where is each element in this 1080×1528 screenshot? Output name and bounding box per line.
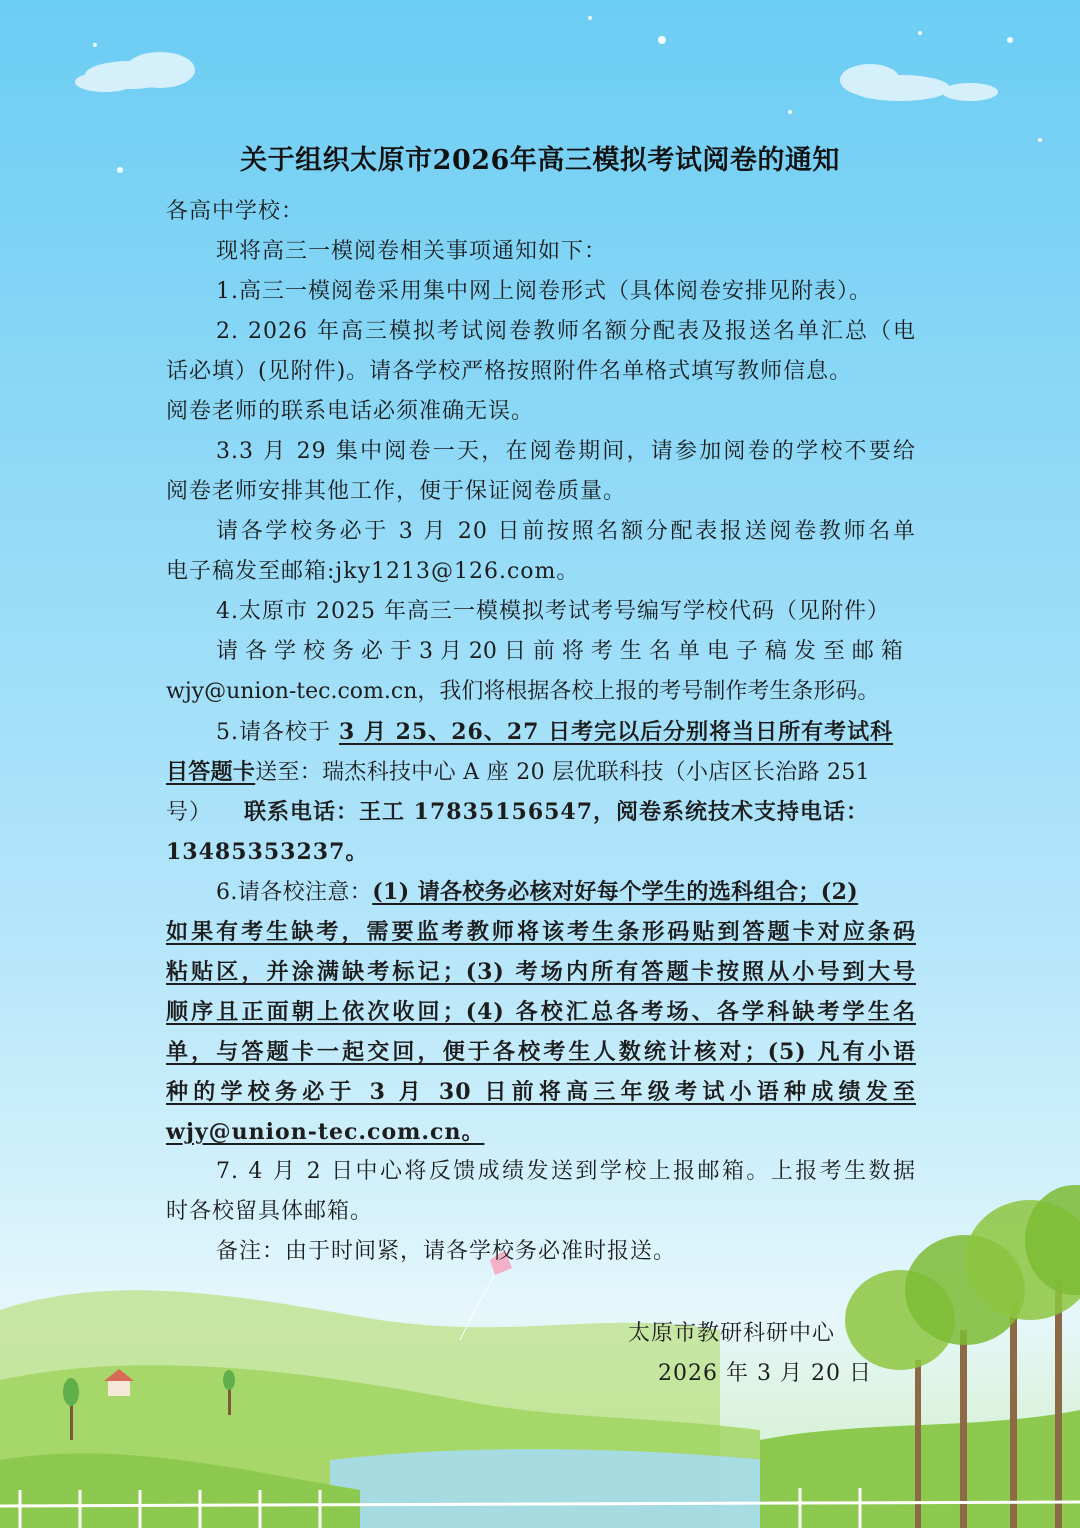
item-3-note-line-2: 电子稿发至邮箱:jky1213@126.com。 xyxy=(166,559,580,584)
item-4: 4.太原市 2025 年高三一模模拟考试考号编写学校代码（见附件） xyxy=(216,599,890,624)
item-6-prefix: 6.请各校注意： xyxy=(216,880,373,905)
item-6-line-6: 种的学校务必于 3 月 30 日前将高三年级考试小语种成绩发至 xyxy=(166,1079,916,1105)
item-5-line-4: 13485353237。 xyxy=(166,839,369,865)
item-7-line-1: 7. 4 月 2 日中心将反馈成绩发送到学校上报邮箱。上报考生数据 xyxy=(216,1159,916,1184)
item-2-line-1: 2. 2026 年高三模拟考试阅卷教师名额分配表及报送名单汇总（电 xyxy=(216,319,916,344)
item-5-address: 送至：瑞杰科技中心 A 座 20 层优联科技（小店区长治路 251 xyxy=(255,760,870,785)
intro-text: 现将高三一模阅卷相关事项通知如下： xyxy=(216,239,608,264)
remark: 备注：由于时间紧，请各学校务必准时报送。 xyxy=(216,1239,677,1264)
item-6-line-3: 粘贴区，并涂满缺考标记；(3) 考场内所有答题卡按照从小号到大号 xyxy=(166,959,916,985)
item-6-line-2: 如果有考生缺考，需要监考教师将该考生条形码贴到答题卡对应条码 xyxy=(166,919,916,945)
clouds xyxy=(75,52,998,101)
item-3-note-line-1: 请各学校务必于 3 月 20 日前按照名额分配表报送阅卷教师名单 xyxy=(216,519,916,544)
item-6-line-7: wjy@union-tec.com.cn。 xyxy=(166,1119,485,1145)
item-6-line-4: 顺序且正面朝上依次收回；(4) 各校汇总各考场、各学科缺考学生名 xyxy=(166,999,916,1025)
item-6-line-5: 单，与答题卡一起交回，便于各校考生人数统计核对；(5) 凡有小语 xyxy=(166,1039,916,1065)
item-2-line-2: 话必填）(见附件)。请各学校严格按照附件名单格式填写教师信息。 xyxy=(166,359,853,384)
item-5-bold-2: 目答题卡 xyxy=(166,759,256,785)
item-7-line-2: 时各校留具体邮箱。 xyxy=(166,1199,374,1224)
item-1: 1.高三一模阅卷采用集中网上阅卷形式（具体阅卷安排见附表）。 xyxy=(216,279,872,304)
signature-date: 2026 年 3 月 20 日 xyxy=(658,1361,872,1386)
item-5-line-1 xyxy=(216,712,916,752)
item-4-note-line-2: wjy@union-tec.com.cn，我们将根据各校上报的考号制作考生条形码。 xyxy=(166,679,880,704)
item-6-line-1 xyxy=(216,872,916,912)
item-5-contact: 联系电话：王工 17835156547，阅卷系统技术支持电话： xyxy=(244,799,870,825)
item-6-bold-1: (1) 请各校务必核对好每个学生的选科组合；(2) xyxy=(372,879,859,905)
item-2-line-3: 阅卷老师的联系电话必须准确无误。 xyxy=(166,399,535,424)
item-5-line-2 xyxy=(166,752,916,792)
salutation: 各高中学校： xyxy=(166,199,305,224)
item-5-bold-1: 3 月 25、26、27 日考完以后分别将当日所有考试科 xyxy=(338,719,894,745)
item-4-note-line-1: 请 各 学 校 务 必 于 3 月 20 日 前 将 考 生 名 单 电 子 稿 发 至 邮 箱 xyxy=(216,639,903,664)
item-5-prefix: 5.请各校于 xyxy=(216,720,339,745)
item-3-line-1: 3.3 月 29 集中阅卷一天，在阅卷期间，请参加阅卷的学校不要给 xyxy=(216,439,916,464)
item-5-line-3 xyxy=(166,792,916,832)
item-5-prefix-3: 号） xyxy=(166,800,213,825)
notice-title: 关于组织太原市2026年高三模拟考试阅卷的通知 xyxy=(240,145,840,176)
signature-org: 太原市教研科研中心 xyxy=(628,1321,836,1346)
item-3-line-2: 阅卷老师安排其他工作，便于保证阅卷质量。 xyxy=(166,479,627,504)
